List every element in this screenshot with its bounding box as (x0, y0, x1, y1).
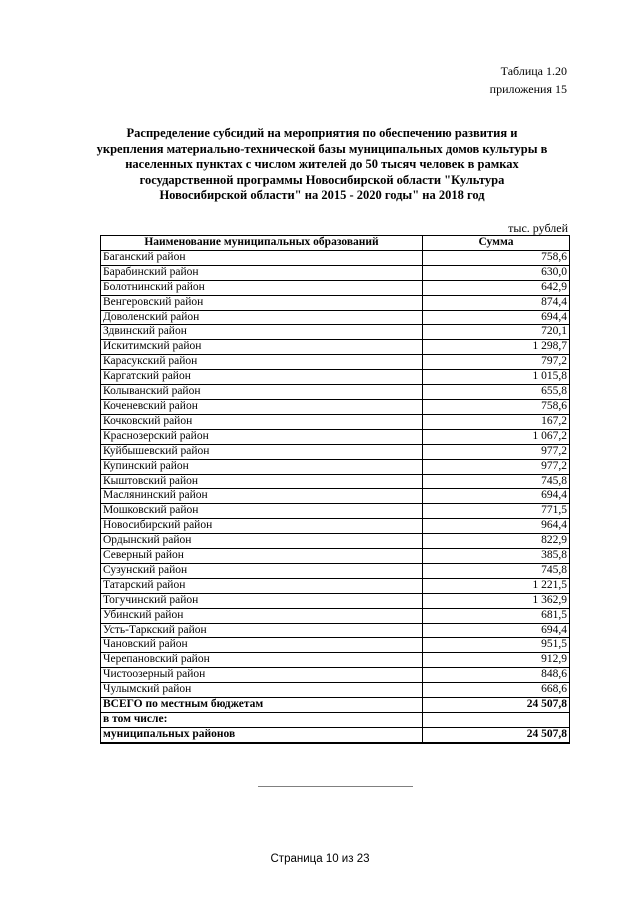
title-line: населенных пунктах с числом жителей до 50 тысяч человек в рамках (125, 157, 519, 172)
district-name: Новосибирский район (101, 519, 423, 534)
table-header-row (101, 236, 570, 251)
district-sum: 694,4 (423, 489, 570, 504)
district-name: Убинский район (101, 608, 423, 623)
table-row (101, 489, 570, 504)
district-name: Искитимский район (101, 340, 423, 355)
district-name: Кыштовский район (101, 474, 423, 489)
subsidy-table (100, 235, 570, 744)
district-name: Венгеровский район (101, 295, 423, 310)
table-row (101, 250, 570, 265)
table-row (101, 340, 570, 355)
table-row (101, 578, 570, 593)
district-sum: 694,4 (423, 310, 570, 325)
district-name: Татарский район (101, 578, 423, 593)
table-body (101, 250, 570, 742)
district-name: Коченевский район (101, 399, 423, 414)
district-sum: 964,4 (423, 519, 570, 534)
table-row (101, 593, 570, 608)
column-header-name: Наименование муниципальных образований (101, 236, 423, 251)
district-sum: 912,9 (423, 653, 570, 668)
title-line: укрепления материально-технической базы муниципальных домов культуры в (96, 141, 548, 156)
district-name: Кочковский район (101, 414, 423, 429)
district-sum: 630,0 (423, 265, 570, 280)
table-row (101, 295, 570, 310)
district-name: Северный район (101, 549, 423, 564)
district-name: Барабинский район (101, 265, 423, 280)
including-label: в том числе: (101, 713, 423, 728)
table-row (101, 623, 570, 638)
table-row (101, 355, 570, 370)
table-row (101, 534, 570, 549)
district-sum: 167,2 (423, 414, 570, 429)
table-row (101, 504, 570, 519)
district-name: Доволенский район (101, 310, 423, 325)
including-sum (423, 713, 570, 728)
title-line: Распределение субсидий на мероприятия по обеспечению развития и (126, 126, 518, 140)
district-sum: 745,8 (423, 474, 570, 489)
district-name: Баганский район (101, 250, 423, 265)
district-name: Черепановский район (101, 653, 423, 668)
table-row (101, 429, 570, 444)
table-row (101, 370, 570, 385)
table-row (101, 519, 570, 534)
district-name: Чановский район (101, 638, 423, 653)
municipal-sum: 24 507,8 (423, 727, 570, 742)
units-label: тыс. рублей (508, 221, 568, 235)
district-sum: 1 362,9 (423, 593, 570, 608)
district-sum: 668,6 (423, 683, 570, 698)
table-row (101, 563, 570, 578)
table-row (101, 310, 570, 325)
district-sum: 758,6 (423, 399, 570, 414)
district-sum: 1 221,5 (423, 578, 570, 593)
district-name: Чулымский район (101, 683, 423, 698)
total-sum: 24 507,8 (423, 698, 570, 713)
district-sum: 385,8 (423, 549, 570, 564)
district-sum: 1 298,7 (423, 340, 570, 355)
total-label: ВСЕГО по местным бюджетам (101, 698, 423, 713)
district-sum: 951,5 (423, 638, 570, 653)
table-row (101, 683, 570, 698)
district-name: Карасукский район (101, 355, 423, 370)
district-name: Колыванский район (101, 385, 423, 400)
table-row (101, 444, 570, 459)
district-name: Мошковский район (101, 504, 423, 519)
table-row (101, 549, 570, 564)
district-name: Маслянинский район (101, 489, 423, 504)
district-name: Куйбышевский район (101, 444, 423, 459)
district-sum: 874,4 (423, 295, 570, 310)
district-sum: 758,6 (423, 250, 570, 265)
table-number: Таблица 1.20 (500, 64, 567, 78)
district-name: Купинский район (101, 459, 423, 474)
table-row (101, 414, 570, 429)
table-row (101, 608, 570, 623)
table-row (101, 325, 570, 340)
table-row (101, 474, 570, 489)
district-sum: 642,9 (423, 280, 570, 295)
table-row (101, 399, 570, 414)
district-sum: 681,5 (423, 608, 570, 623)
district-name: Здвинский район (101, 325, 423, 340)
district-sum: 797,2 (423, 355, 570, 370)
footer-divider (258, 786, 413, 787)
title-line: Новосибирской области" на 2015 - 2020 годы" на 2018 год (159, 188, 485, 203)
table-row (101, 385, 570, 400)
table-row (101, 638, 570, 653)
district-sum: 1 015,8 (423, 370, 570, 385)
district-name: Чистоозерный район (101, 668, 423, 683)
page-number: Страница 10 из 23 (270, 853, 370, 865)
table-row (101, 653, 570, 668)
district-name: Усть-Таркский район (101, 623, 423, 638)
district-sum: 977,2 (423, 444, 570, 459)
table-row (101, 265, 570, 280)
table-reference (490, 62, 567, 98)
district-name: Сузунский район (101, 563, 423, 578)
district-sum: 771,5 (423, 504, 570, 519)
table-row (101, 459, 570, 474)
table-row (101, 280, 570, 295)
district-name: Ордынский район (101, 534, 423, 549)
district-sum: 1 067,2 (423, 429, 570, 444)
district-sum: 848,6 (423, 668, 570, 683)
district-sum: 694,4 (423, 623, 570, 638)
table-row (101, 668, 570, 683)
title-line: государственной программы Новосибирской области "Культура (139, 172, 505, 187)
column-header-sum: Сумма (423, 236, 570, 251)
document-title (96, 126, 548, 204)
district-sum: 977,2 (423, 459, 570, 474)
municipal-label: муниципальных районов (101, 727, 423, 742)
district-sum: 822,9 (423, 534, 570, 549)
district-name: Тогучинский район (101, 593, 423, 608)
district-name: Каргатский район (101, 370, 423, 385)
including-row (101, 713, 570, 728)
district-sum: 655,8 (423, 385, 570, 400)
appendix-number: приложения 15 (489, 82, 567, 96)
district-name: Болотнинский район (101, 280, 423, 295)
municipal-row (101, 727, 570, 742)
district-sum: 720,1 (423, 325, 570, 340)
district-sum: 745,8 (423, 563, 570, 578)
total-row (101, 698, 570, 713)
district-name: Краснозерский район (101, 429, 423, 444)
